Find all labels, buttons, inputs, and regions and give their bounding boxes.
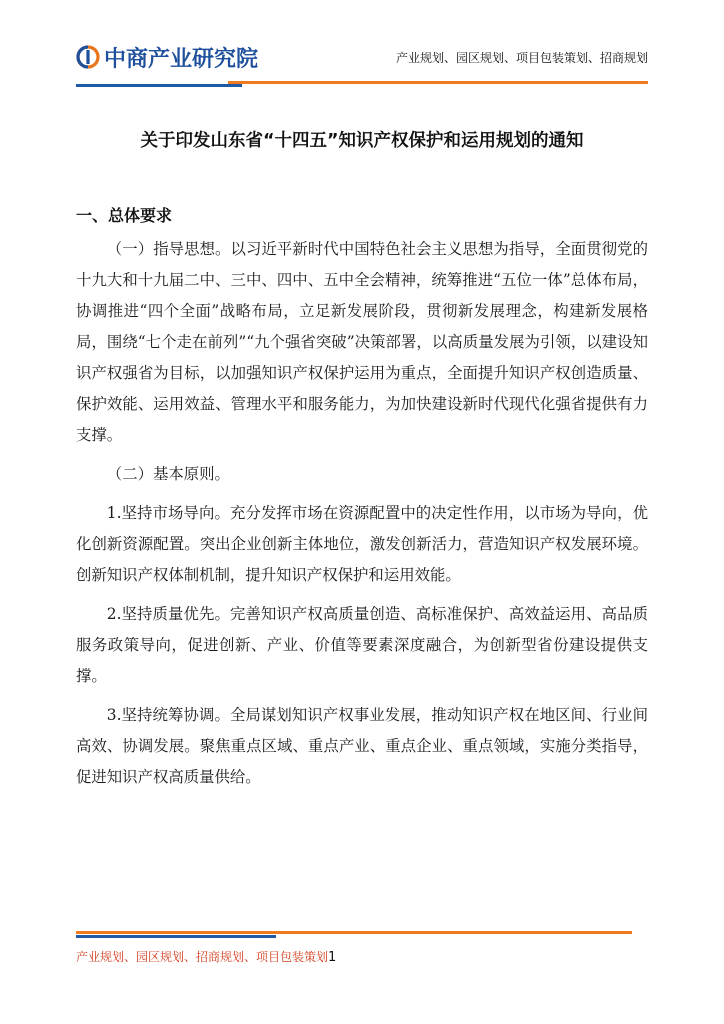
document-body [76, 234, 648, 793]
header-divider-blue [76, 84, 242, 87]
footer-tagline: 产业规划、园区规划、招商规划、项目包装策划 [76, 950, 329, 964]
page-header [0, 0, 724, 90]
paragraph-guiding-thought: （一）指导思想。以习近平新时代中国特色社会主义思想为指导，全面贯彻党的十九大和十九届二中、三中、四中、五中全会精神，统筹推进“五位一体”总体布局，协调推进“四个全面”战略布局，立足新发展阶段，贯彻新发展理念，构建新发展格局，围绕“七个走在前列”“九个强省突破”决策部署，以高质量发展为引领，以建设知识产权强省为目标，以加强知识产权保护运用为重点，全面提升知识产权创造质量、保护效能、运用效益、管理水平和服务能力，为加快建设新时代现代化强省提供有力支撑。 [76, 240, 648, 444]
paragraph-basic-principles: （二）基本原则。 [106, 465, 230, 483]
page-footer [76, 948, 336, 965]
header-divider-orange [228, 81, 648, 84]
paragraph-quality-first: 2.坚持质量优先。完善知识产权高质量创造、高标准保护、高效益运用、高品质服务政策导向，促进创新、产业、价值等要素深度融合，为创新型省份建设提供支撑。 [76, 605, 648, 685]
company-logo [76, 42, 258, 72]
page-number: 1 [328, 950, 337, 965]
logo-text: 中商产业研究院 [104, 46, 259, 72]
footer-divider-blue [76, 935, 276, 938]
china-commerce-logo-icon [76, 45, 100, 69]
paragraph-market-orientation: 1.坚持市场导向。充分发挥市场在资源配置中的决定性作用，以市场为导向，优化创新资源配置。突出企业创新主体地位，激发创新活力，营造知识产权发展环境。创新知识产权体制机制，提升知识产权保护和运用效能。 [76, 504, 648, 584]
section-heading: 一、总体要求 [76, 206, 173, 225]
paragraph-coordination: 3.坚持统筹协调。全局谋划知识产权事业发展，推动知识产权在地区间、行业间高效、协调发展。聚焦重点区域、重点产业、重点企业、重点领域，实施分类指导，促进知识产权高质量供给。 [76, 706, 648, 786]
footer-divider-orange [76, 931, 632, 934]
document-title: 关于印发山东省“十四五”知识产权保护和运用规划的通知 [140, 131, 584, 151]
header-tagline: 产业规划、园区规划、项目包装策划、招商规划 [395, 51, 648, 65]
